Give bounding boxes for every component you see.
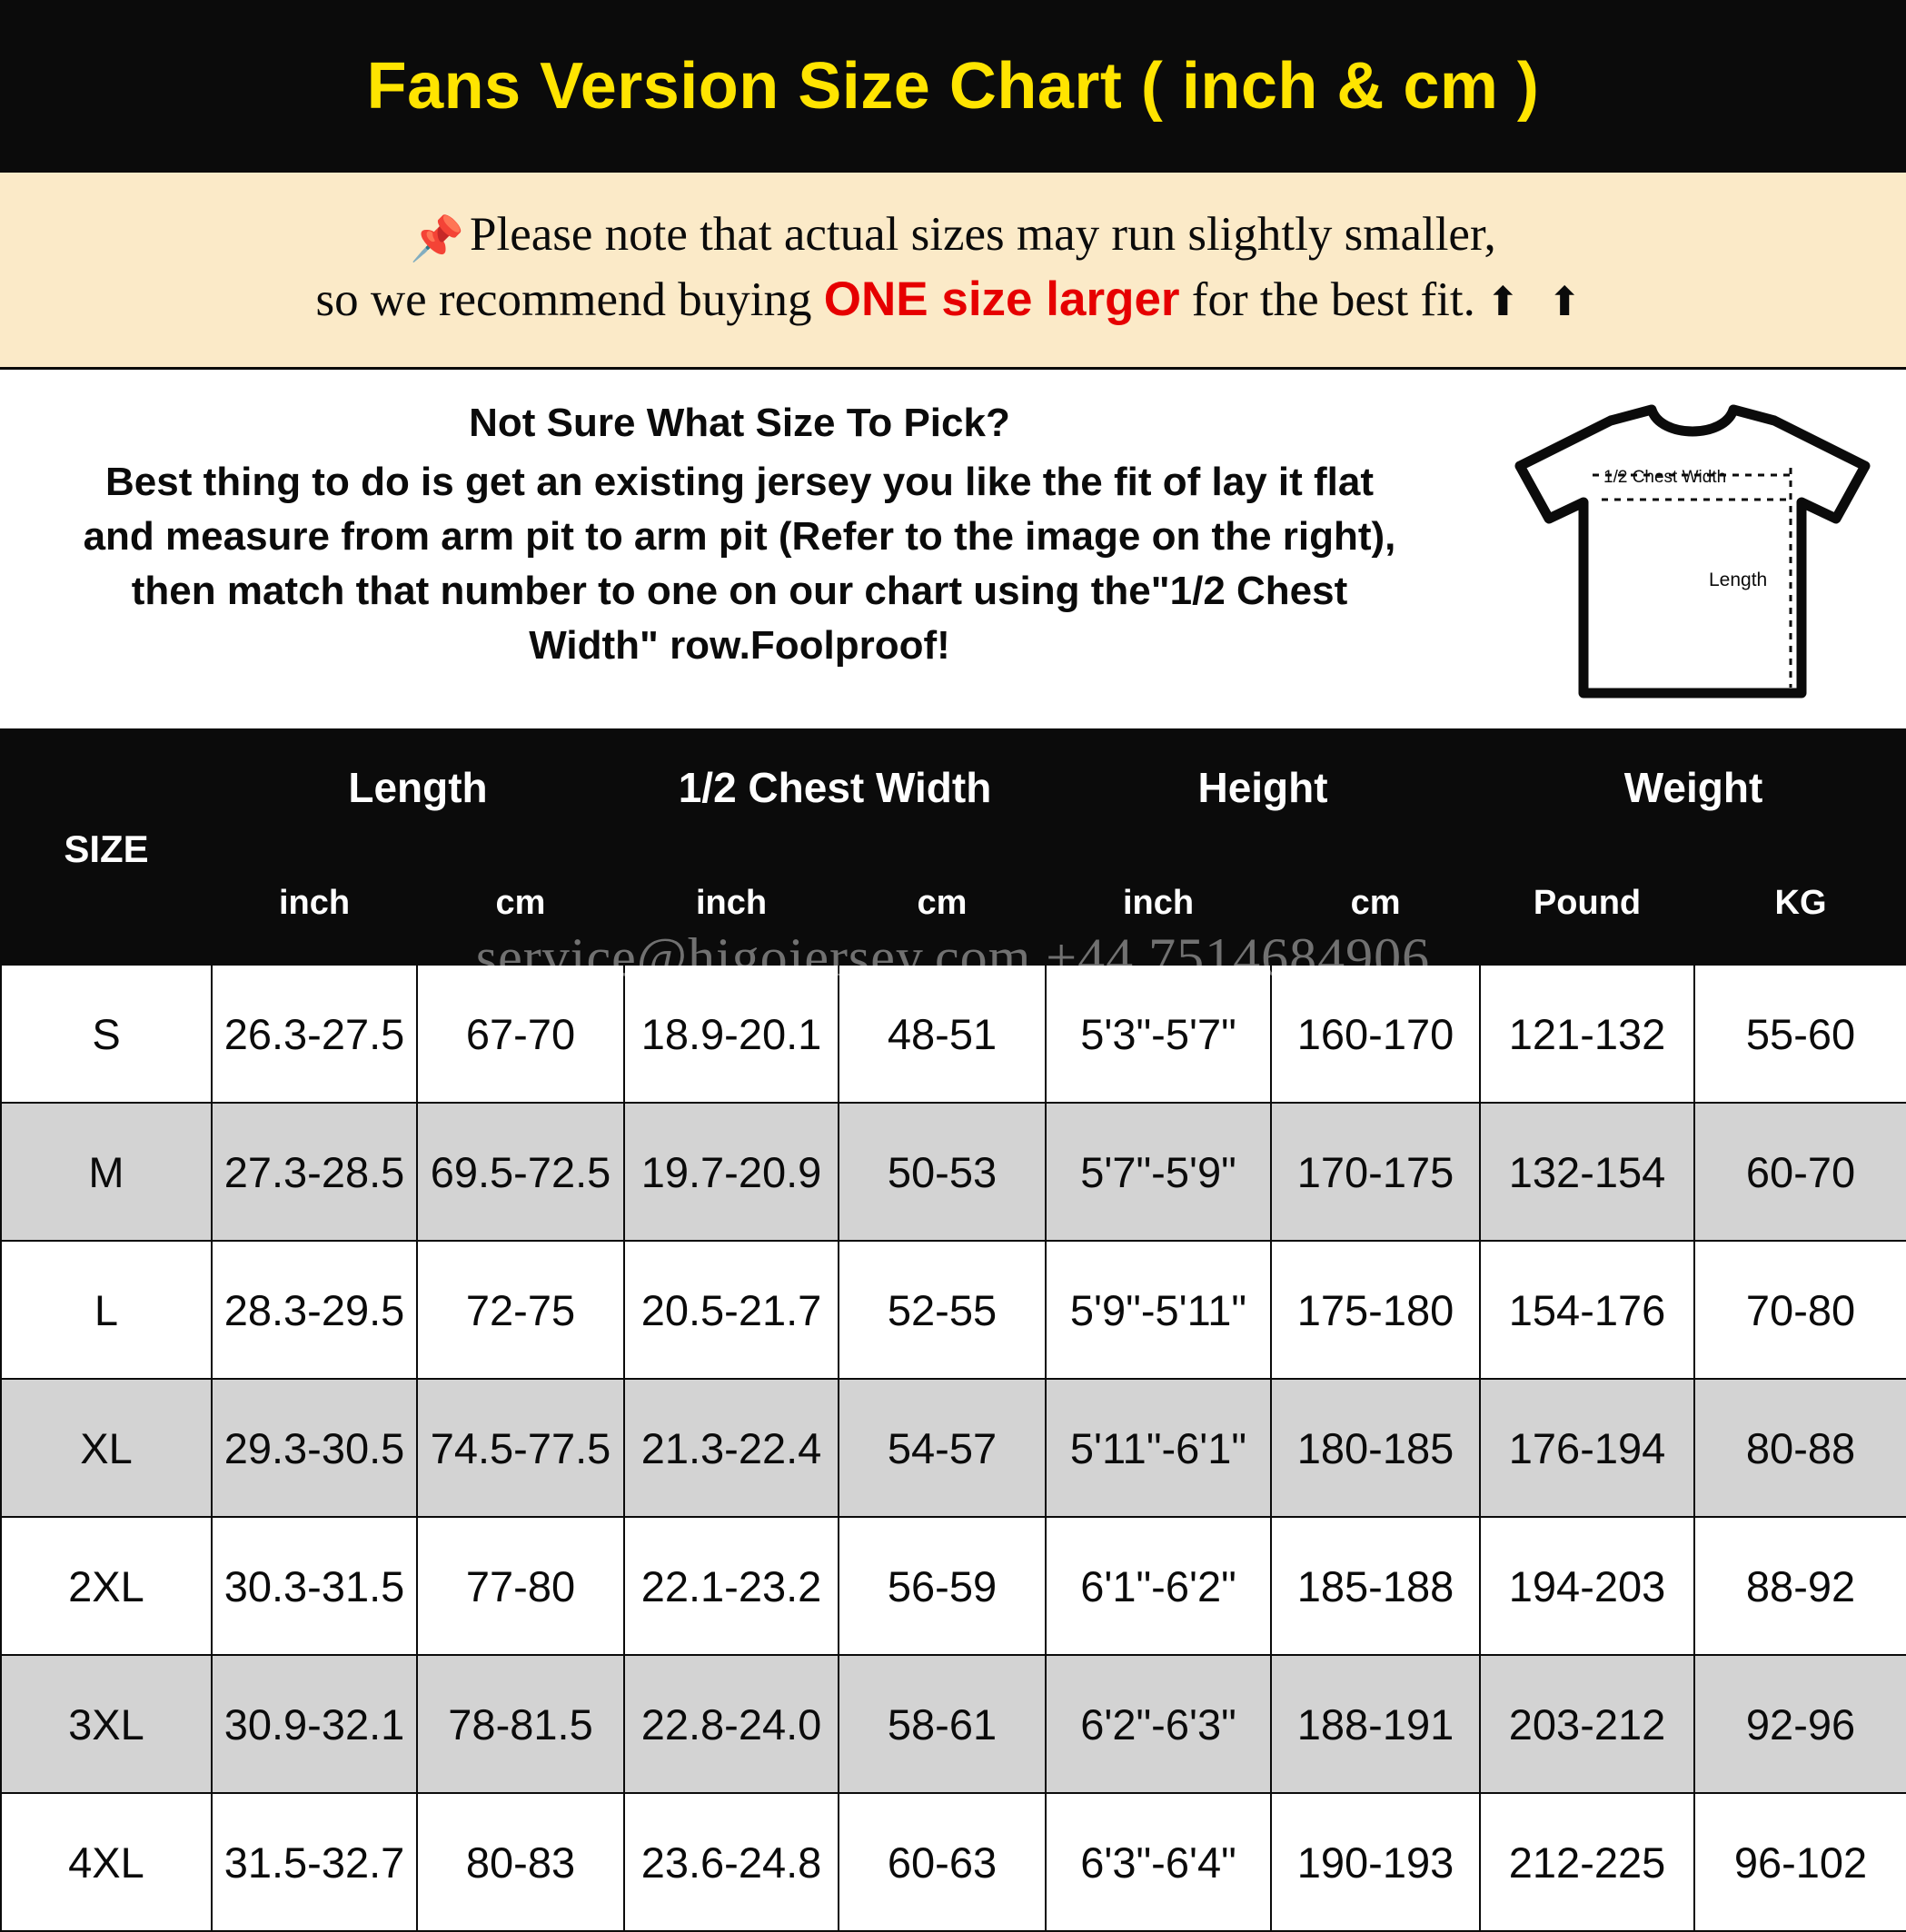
cell-chest-inch: 21.3-22.4	[624, 1379, 839, 1517]
column-header-length-cm: cm	[417, 841, 624, 965]
column-group-height: Height	[1046, 734, 1480, 841]
cell-chest-cm: 54-57	[839, 1379, 1046, 1517]
column-header-chest-cm: cm	[839, 841, 1046, 965]
cell-height-cm: 170-175	[1271, 1103, 1480, 1241]
cell-weight-kg: 55-60	[1694, 965, 1906, 1103]
column-header-size: SIZE	[1, 734, 212, 965]
size-note-banner	[0, 173, 1906, 370]
cell-length-cm: 78-81.5	[417, 1655, 624, 1793]
cell-weight-pound: 194-203	[1480, 1517, 1694, 1655]
note-text-1: Please note that actual sizes may run slightly smaller,	[470, 208, 1496, 261]
cell-height-inch: 5'9"-5'11"	[1046, 1241, 1271, 1379]
tshirt-diagram-icon	[1502, 404, 1883, 704]
cell-chest-inch: 22.8-24.0	[624, 1655, 839, 1793]
cell-length-cm: 80-83	[417, 1793, 624, 1931]
guide-line-4: Width" row.Foolproof!	[529, 622, 950, 668]
cell-height-inch: 6'3"-6'4"	[1046, 1793, 1271, 1931]
row-size: 4XL	[1, 1793, 212, 1931]
cell-weight-pound: 176-194	[1480, 1379, 1694, 1517]
page-title: Fans Version Size Chart ( inch & cm )	[366, 50, 1540, 123]
column-header-height-inch: inch	[1046, 841, 1271, 965]
guide-line-3: then match that number to one on our chart using the"1/2 Chest	[131, 568, 1348, 613]
column-header-length-inch: inch	[212, 841, 417, 965]
table-row	[1, 1241, 1906, 1379]
cell-chest-inch: 19.7-20.9	[624, 1103, 839, 1241]
cell-length-inch: 29.3-30.5	[212, 1379, 417, 1517]
cell-chest-inch: 20.5-21.7	[624, 1241, 839, 1379]
cell-weight-pound: 203-212	[1480, 1655, 1694, 1793]
cell-weight-kg: 60-70	[1694, 1103, 1906, 1241]
up-arrow-icons: ⬆ ⬆	[1485, 280, 1591, 325]
row-size: XL	[1, 1379, 212, 1517]
table-row	[1, 1103, 1906, 1241]
guide-title: Not Sure What Size To Pick?	[469, 401, 1010, 446]
row-size: S	[1, 965, 212, 1103]
cell-length-inch: 27.3-28.5	[212, 1103, 417, 1241]
cell-chest-inch: 22.1-23.2	[624, 1517, 839, 1655]
cell-length-cm: 72-75	[417, 1241, 624, 1379]
row-size: 3XL	[1, 1655, 212, 1793]
column-group-length: Length	[212, 734, 624, 841]
table-row	[1, 1793, 1906, 1931]
cell-height-inch: 6'2"-6'3"	[1046, 1655, 1271, 1793]
cell-length-cm: 67-70	[417, 965, 624, 1103]
cell-length-cm: 69.5-72.5	[417, 1103, 624, 1241]
cell-chest-cm: 50-53	[839, 1103, 1046, 1241]
row-size: L	[1, 1241, 212, 1379]
cell-height-inch: 5'3"-5'7"	[1046, 965, 1271, 1103]
cell-height-cm: 180-185	[1271, 1379, 1480, 1517]
measurement-guide-text	[0, 391, 1479, 672]
cell-weight-pound: 154-176	[1480, 1241, 1694, 1379]
note-text-2-post: for the best fit.	[1179, 273, 1475, 327]
cell-length-cm: 74.5-77.5	[417, 1379, 624, 1517]
cell-weight-pound: 132-154	[1480, 1103, 1694, 1241]
note-text-2-pre: so we recommend buying	[315, 273, 824, 327]
cell-chest-cm: 58-61	[839, 1655, 1046, 1793]
column-group-chest-width: 1/2 Chest Width	[624, 734, 1046, 841]
cell-chest-inch: 18.9-20.1	[624, 965, 839, 1103]
table-row	[1, 1517, 1906, 1655]
pushpin-icon: 📌	[410, 215, 465, 263]
cell-weight-kg: 70-80	[1694, 1241, 1906, 1379]
note-line-2	[36, 268, 1870, 332]
column-header-chest-inch: inch	[624, 841, 839, 965]
measurement-guide	[0, 370, 1906, 733]
cell-weight-pound: 212-225	[1480, 1793, 1694, 1931]
cell-weight-kg: 96-102	[1694, 1793, 1906, 1931]
table-row	[1, 965, 1906, 1103]
cell-weight-kg: 80-88	[1694, 1379, 1906, 1517]
cell-length-inch: 30.9-32.1	[212, 1655, 417, 1793]
contact-watermark: service@higojersey.com +44 7514684906	[475, 927, 1431, 987]
column-header-height-cm: cm	[1271, 841, 1480, 965]
cell-weight-kg: 88-92	[1694, 1517, 1906, 1655]
cell-chest-cm: 60-63	[839, 1793, 1046, 1931]
cell-chest-inch: 23.6-24.8	[624, 1793, 839, 1931]
length-label: Length	[1709, 570, 1768, 591]
cell-weight-kg: 92-96	[1694, 1655, 1906, 1793]
guide-line-1: Best thing to do is get an existing jersey you like the fit of lay it flat	[104, 460, 1374, 505]
cell-height-cm: 188-191	[1271, 1655, 1480, 1793]
cell-chest-cm: 56-59	[839, 1517, 1046, 1655]
cell-length-inch: 31.5-32.7	[212, 1793, 417, 1931]
cell-length-cm: 77-80	[417, 1517, 624, 1655]
cell-length-inch: 30.3-31.5	[212, 1517, 417, 1655]
cell-length-inch: 26.3-27.5	[212, 965, 417, 1103]
note-emphasis: ONE size larger	[823, 272, 1180, 327]
table-unit-header-row	[1, 841, 1906, 965]
column-header-weight-kg: KG	[1694, 841, 1906, 965]
note-line-1	[36, 203, 1870, 268]
guide-line-2: and measure from arm pit to arm pit (Refer to the image on the right),	[83, 514, 1396, 560]
cell-height-cm: 175-180	[1271, 1241, 1480, 1379]
cell-height-inch: 5'7"-5'9"	[1046, 1103, 1271, 1241]
table-row	[1, 1379, 1906, 1517]
cell-height-cm: 190-193	[1271, 1793, 1480, 1931]
column-header-weight-pound: Pound	[1480, 841, 1694, 965]
cell-height-inch: 6'1"-6'2"	[1046, 1517, 1271, 1655]
size-table	[0, 733, 1906, 1932]
cell-height-inch: 5'11"-6'1"	[1046, 1379, 1271, 1517]
cell-length-inch: 28.3-29.5	[212, 1241, 417, 1379]
page-title-bar	[0, 0, 1906, 173]
row-size: 2XL	[1, 1517, 212, 1655]
column-group-weight: Weight	[1480, 734, 1906, 841]
cell-chest-cm: 48-51	[839, 965, 1046, 1103]
row-size: M	[1, 1103, 212, 1241]
cell-height-cm: 185-188	[1271, 1517, 1480, 1655]
table-row	[1, 1655, 1906, 1793]
size-table-head	[1, 734, 1906, 965]
size-table-body	[1, 965, 1906, 1931]
table-group-header-row	[1, 734, 1906, 841]
cell-chest-cm: 52-55	[839, 1241, 1046, 1379]
cell-height-cm: 160-170	[1271, 965, 1480, 1103]
cell-weight-pound: 121-132	[1480, 965, 1694, 1103]
chest-width-label: 1/2 Chest Width	[1603, 468, 1727, 488]
tshirt-diagram-wrap	[1479, 391, 1906, 704]
